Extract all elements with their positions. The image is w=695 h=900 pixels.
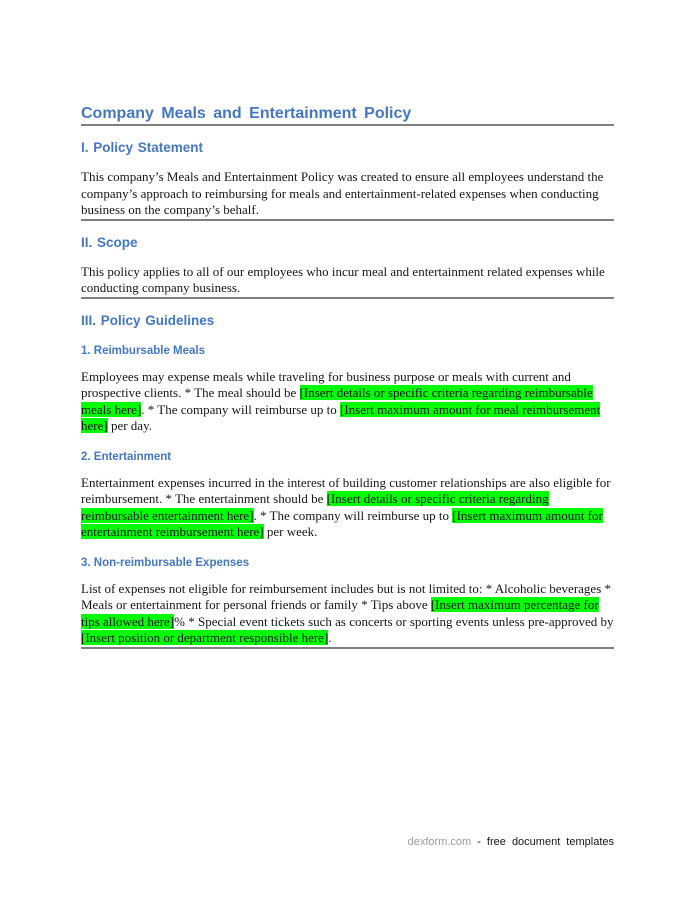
policy-statement-paragraph [81, 169, 614, 219]
heading-policy-statement: I. Policy Statement [81, 140, 204, 155]
text-run: This policy applies to all of our employees who incur meal and entertainment related expenses while conducting company business. [81, 263, 605, 295]
dexform-link[interactable]: dexform.com [407, 836, 472, 848]
entertainment-paragraph [81, 475, 614, 541]
text-run: Employees may expense meals while traveling for business purpose or meals with current and prospective clients. * The meal should be [81, 368, 571, 400]
scope-paragraph [81, 264, 614, 297]
text-run: per week. [263, 524, 318, 539]
section-divider [81, 647, 614, 649]
text-run: % * Special event tickets such as concerts or sporting events unless pre-approved by [174, 613, 614, 629]
page-footer [408, 836, 614, 849]
placeholder-highlight: [Insert maximum amount for meal reimbursement here] [81, 401, 601, 433]
reimbursable-meals-paragraph [81, 369, 614, 435]
heading-entertainment: 2. Entertainment [81, 450, 172, 463]
section-policy-statement [81, 139, 614, 219]
text-run: List of expenses not eligible for reimbursement includes but is not limited to: * Alcoholic beverages * Meals or entertainment for personal friends or family * Tips above [81, 580, 611, 612]
placeholder-highlight: [Insert maximum percentage for tips allowed here] [81, 597, 599, 629]
document-title: Company Meals and Entertainment Policy [81, 105, 412, 122]
section-policy-guidelines [81, 312, 614, 647]
subsection-reimbursable-meals [81, 344, 614, 435]
text-run: . * The company will reimburse up to [253, 507, 453, 523]
non-reimbursable-expenses-paragraph [81, 581, 614, 647]
section-divider [81, 124, 614, 126]
footer-tagline: - free document templates [471, 836, 614, 848]
subsection-entertainment [81, 450, 614, 541]
subsection-non-reimbursable-expenses [81, 556, 614, 647]
section-scope [81, 234, 614, 297]
heading-scope: II. Scope [81, 234, 138, 250]
text-run: per day. [107, 418, 152, 433]
section-divider [81, 297, 614, 299]
text-run: This company’s Meals and Entertainment Policy was created to ensure all employees understand the company’s approach to reimbursing for meals and entertainment-related expenses when conducting business on the company’s behalf. [81, 169, 604, 217]
placeholder-highlight: [Insert details or specific criteria regarding reimbursable meals here] [81, 385, 593, 417]
heading-non-reimbursable-expenses: 3. Non-reimbursable Expenses [81, 556, 250, 569]
placeholder-highlight: [Insert position or department responsible here] [81, 630, 329, 645]
placeholder-highlight: [Insert maximum amount for entertainment reimbursement here] [81, 507, 603, 539]
heading-policy-guidelines: III. Policy Guidelines [81, 312, 215, 328]
section-divider [81, 219, 614, 221]
placeholder-highlight: [Insert details or specific criteria regarding reimbursable entertainment here] [81, 491, 549, 523]
text-run: . [328, 630, 332, 645]
heading-reimbursable-meals: 1. Reimbursable Meals [81, 344, 205, 357]
text-run: Entertainment expenses incurred in the interest of building customer relationships are also eligible for reimbursement. * The entertainment should be [81, 474, 611, 506]
text-run: . * The company will reimburse up to [141, 401, 340, 417]
